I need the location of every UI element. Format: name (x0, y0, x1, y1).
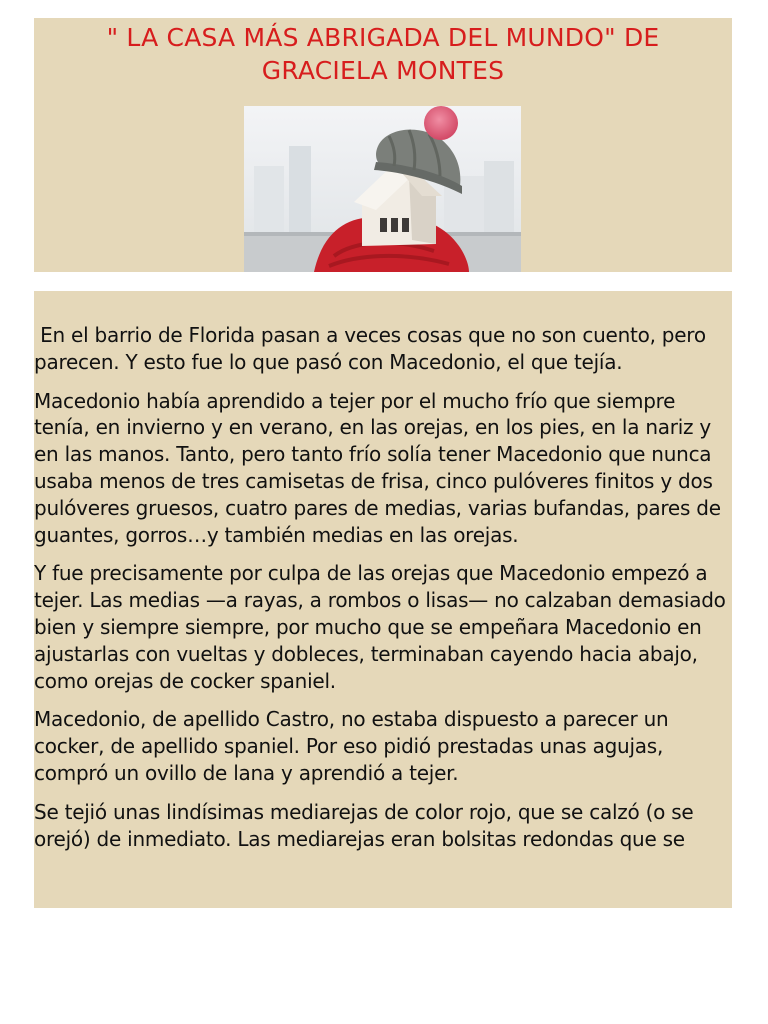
house-window (391, 218, 398, 232)
page-title (34, 18, 732, 87)
blurred-building (484, 161, 514, 236)
pompom-shape (424, 106, 458, 140)
story-paragraph: Macedonio había aprendido a tejer por el mucho frío que siempre tenía, en invierno y en verano, en las orejas, en los pies, en la nariz y en las manos. Tanto, pero tanto frío solía tener Macedonio que nunca usaba menos de tres camisetas de frisa, cinco pulóveres finitos y dos pulóveres gruesos, cuatro pares de medias, varias bufandas, pares de guantes, gorros…y también medias en las orejas. (34, 388, 727, 547)
house-illustration (244, 106, 521, 272)
story-card (34, 291, 732, 908)
title-line-2: GRACIELA MONTES (261, 56, 505, 85)
house-with-hat-and-scarf-image (244, 106, 521, 272)
story-paragraph: Macedonio, de apellido Castro, no estaba dispuesto a parecer un cocker, de apellido spaniel. Por eso pidió prestadas unas agujas, compró un ovillo de lana y aprendió a tejer. (34, 707, 675, 785)
house-window (402, 218, 409, 232)
story-paragraph: Y fue precisamente por culpa de las orejas que Macedonio empezó a tejer. Las medias —a rayas, a rombos o lisas— no calzaban demasiado bien y siempre siempre, por mucho que se empeñara Macedonio en ajustarlas con vueltas y dobleces, terminaban cayendo hacia abajo, como orejas de cocker spaniel. (34, 561, 732, 693)
blurred-building (254, 166, 284, 236)
blurred-building (289, 146, 311, 236)
story-paragraph: En el barrio de Florida pasan a veces cosas que no son cuento, pero parecen. Y esto fue lo que pasó con Macedonio, el que tejía. (34, 323, 712, 374)
title-line-1: " LA CASA MÁS ABRIGADA DEL MUNDO" DE (106, 23, 660, 52)
header-card (34, 18, 732, 272)
story-text (34, 291, 732, 852)
house-window (380, 218, 387, 232)
story-paragraph: Se tejió unas lindísimas mediarejas de color rojo, que se calzó (o se orejó) de inmediato. Las mediarejas eran bolsitas redondas que se (34, 799, 700, 851)
